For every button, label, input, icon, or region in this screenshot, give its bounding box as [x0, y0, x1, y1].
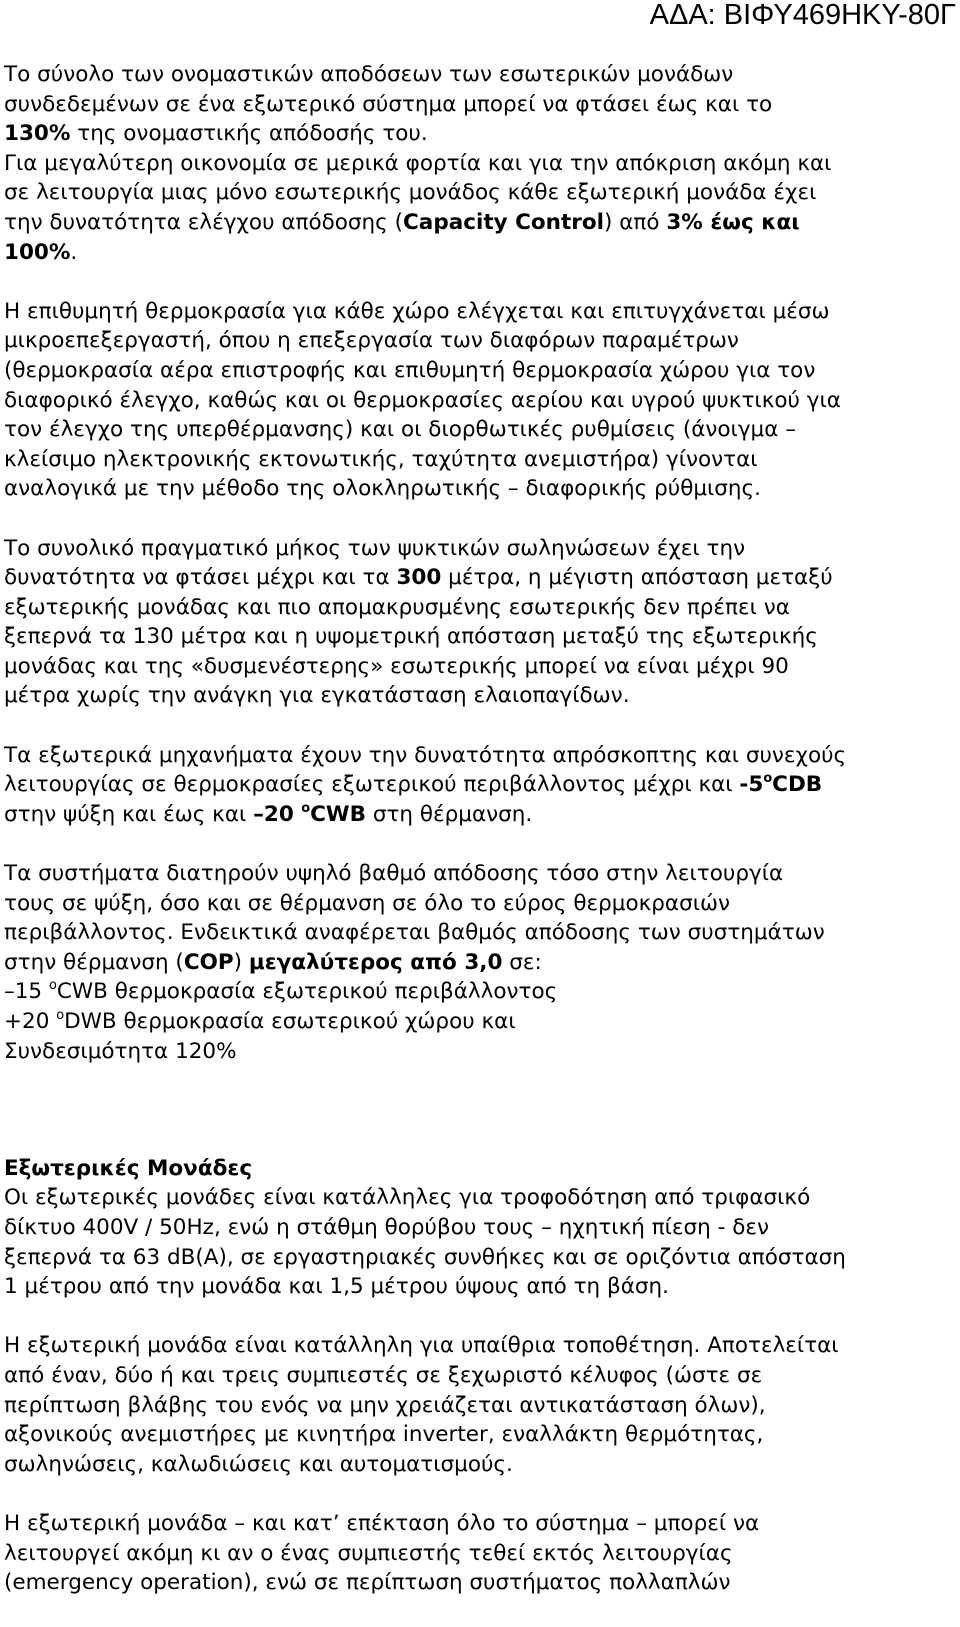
text-fragment: DWB θερμοκρασία εσωτερικού χώρου και	[64, 1009, 516, 1034]
text-line: μέτρα χωρίς την ανάγκη για εγκατάσταση ελαιοπαγίδων.	[4, 683, 630, 709]
text-fragment: στη θέρμανση.	[366, 801, 533, 827]
text-line: Τα συστήματα διατηρούν υψηλό βαθμό απόδοσης τόσο στην λειτουργία	[4, 861, 784, 887]
paragraph-efficiency	[4, 859, 954, 1066]
bold-term: Capacity Control	[403, 209, 604, 235]
text-line: κλείσιμο ηλεκτρονικής εκτονωτικής, ταχύτητα ανεμιστήρα) γίνονται	[4, 446, 758, 472]
text-line: Η εξωτερική μονάδα – και κατ’ επέκταση όλο το σύστημα – μπορεί να	[4, 1510, 760, 1536]
section-heading: Εξωτερικές Μονάδες	[4, 1155, 253, 1181]
bold-term: COP	[183, 949, 234, 975]
text-line: από έναν, δύο ή και τρεις συμπιεστές σε ξεχωριστό κέλυφος (ώστε σε	[4, 1362, 763, 1388]
text-line	[4, 800, 954, 830]
text-line: μονάδας και της «δυσμενέστερης» εσωτερικής μπορεί να είναι μέχρι 90	[4, 653, 789, 679]
text-line: Τα εξωτερικά μηχανήματα έχουν την δυνατότητα απρόσκοπτης και συνεχούς	[4, 742, 847, 768]
text-fragment: σε:	[502, 949, 542, 975]
text-line: περίπτωση βλάβης του ενός να μην χρειάζεται αντικατάσταση όλων),	[4, 1392, 766, 1418]
bold-unit: CWB	[310, 801, 367, 827]
text-line: διαφορικό έλεγχο, καθώς και οι θερμοκρασίες αερίου και υγρού ψυκτικού για	[4, 387, 841, 413]
text-fragment: στην ψύξη και έως και	[4, 801, 254, 827]
text-line: (θερμοκρασία αέρα επιστροφής και επιθυμητή θερμοκρασία χώρου για τον	[4, 357, 816, 383]
text-line: δίκτυο 400V / 50Hz, ενώ η στάθμη θορύβου τους – ηχητική πίεση - δεν	[4, 1214, 770, 1240]
text-line: Οι εξωτερικές μονάδες είναι κατάλληλες για τροφοδότηση από τριφασικό	[4, 1185, 811, 1211]
paragraph-operating-range	[4, 741, 954, 830]
text-line: ξεπερνά τα 63 dB(A), σε εργαστηριακές συνθήκες και σε οριζόντια απόσταση	[4, 1244, 846, 1270]
text-line	[4, 208, 954, 238]
degree-mark: o	[763, 771, 773, 787]
text-line: ξεπερνά τα 130 μέτρα και η υψομετρική απόσταση μεταξύ της εξωτερικής	[4, 624, 818, 650]
section-outdoor-units	[4, 1154, 954, 1302]
text-line: Συνδεσιμότητα 120%	[4, 1038, 237, 1064]
bold-value: -5	[739, 772, 764, 798]
text-fragment: την δυνατότητα ελέγχου απόδοσης (	[4, 209, 404, 235]
text-fragment: της ονομαστικής απόδοσής του.	[70, 121, 428, 147]
paragraph-piping	[4, 534, 954, 712]
text-line: Η εξωτερική μονάδα είναι κατάλληλη για υπαίθρια τοποθέτηση. Αποτελείται	[4, 1333, 839, 1359]
text-line: Η επιθυμητή θερμοκρασία για κάθε χώρο ελέγχεται και επιτυγχάνεται μέσω	[4, 298, 830, 324]
text-fragment: .	[70, 239, 78, 265]
text-fragment: δυνατότητα να φτάσει μέχρι και τα	[4, 565, 397, 591]
bold-value: –20	[253, 801, 302, 827]
text-line: Για μεγαλύτερη οικονομία σε μερικά φορτία και για την απόκριση ακόμη και	[4, 150, 832, 176]
text-line	[4, 977, 954, 1007]
text-line: Το σύνολο των ονομαστικών αποδόσεων των εσωτερικών μονάδων	[4, 62, 734, 87]
bold-value: μεγαλύτερος από 3,0	[248, 949, 503, 975]
text-line: τον έλεγχο της υπερθέρμανσης) και οι διορθωτικές ρυθμίσεις (άνοιγμα –	[4, 417, 796, 443]
degree-mark: o	[56, 1007, 65, 1023]
text-fragment: )	[233, 949, 249, 975]
text-line	[4, 1007, 954, 1037]
degree-mark: o	[301, 800, 311, 816]
bold-value: 3% έως και	[666, 209, 800, 235]
bold-value: 300	[396, 565, 442, 591]
text-line: 1 μέτρου από την μονάδα και 1,5 μέτρου ύψους από τη βάση.	[4, 1274, 669, 1300]
bold-value: 130%	[4, 121, 71, 147]
text-line: Το συνολικό πραγματικό μήκος των ψυκτικών σωληνώσεων έχει την	[4, 535, 746, 561]
text-fragment: μέτρα, η μέγιστη απόσταση μεταξύ	[441, 565, 833, 591]
section-spacer	[4, 1096, 954, 1154]
bold-unit: CDB	[772, 772, 823, 798]
text-line: περιβάλλοντος. Ενδεικτικά αναφέρεται βαθμός απόδοσης των συστημάτων	[4, 920, 825, 946]
text-line: εξωτερικής μονάδας και πιο απομακρυσμένης εσωτερικής δεν πρέπει να	[4, 594, 790, 620]
text-line: (emergency operation), ενώ σε περίπτωση συστήματος πολλαπλών	[4, 1570, 731, 1596]
paragraph-emergency	[4, 1509, 954, 1598]
document-code: ΑΔΑ: ΒΙΦΥ469ΗΚΥ-80Γ	[649, 0, 956, 31]
text-line	[4, 948, 954, 978]
text-line: λειτουργεί ακόμη κι αν ο ένας συμπιεστής τεθεί εκτός λειτουργίας	[4, 1540, 733, 1566]
paragraph-outdoor-construction	[4, 1331, 954, 1479]
paragraph-capacity	[4, 60, 954, 267]
text-line: σωληνώσεις, καλωδιώσεις και αυτοματισμούς.	[4, 1451, 513, 1477]
text-line: αξονικούς ανεμιστήρες με κινητήρα inverter, εναλλάκτη θερμότητας,	[4, 1422, 764, 1448]
text-line: συνδεδεμένων σε ένα εξωτερικό σύστημα μπορεί να φτάσει έως και το	[4, 91, 773, 117]
text-line: σε λειτουργία μιας μόνο εσωτερικής μονάδος κάθε εξωτερική μονάδα έχει	[4, 180, 817, 206]
text-line	[4, 119, 954, 149]
text-fragment: στην θέρμανση (	[4, 949, 184, 975]
text-fragment: λειτουργίας σε θερμοκρασίες εξωτερικού περιβάλλοντος μέχρι και	[4, 772, 740, 798]
text-line: τους σε ψύξη, όσο και σε θέρμανση σε όλο το εύρος θερμοκρασιών	[4, 890, 731, 916]
text-line	[4, 238, 954, 268]
document-body	[4, 60, 954, 1627]
bold-value: 100%	[4, 239, 71, 265]
text-line	[4, 563, 954, 593]
text-line: αναλογικά με την μέθοδο της ολοκληρωτικής – διαφορικής ρύθμισης.	[4, 476, 762, 502]
text-line	[4, 770, 954, 800]
text-fragment: +20	[4, 1009, 57, 1034]
paragraph-control	[4, 297, 954, 504]
text-fragment: ) από	[604, 209, 667, 235]
text-fragment: –15	[4, 979, 49, 1005]
text-line: μικροεπεξεργαστή, όπου η επεξεργασία των διαφόρων παραμέτρων	[4, 328, 739, 354]
degree-mark: o	[48, 978, 57, 994]
text-fragment: CWB θερμοκρασία εξωτερικού περιβάλλοντος	[56, 979, 558, 1005]
